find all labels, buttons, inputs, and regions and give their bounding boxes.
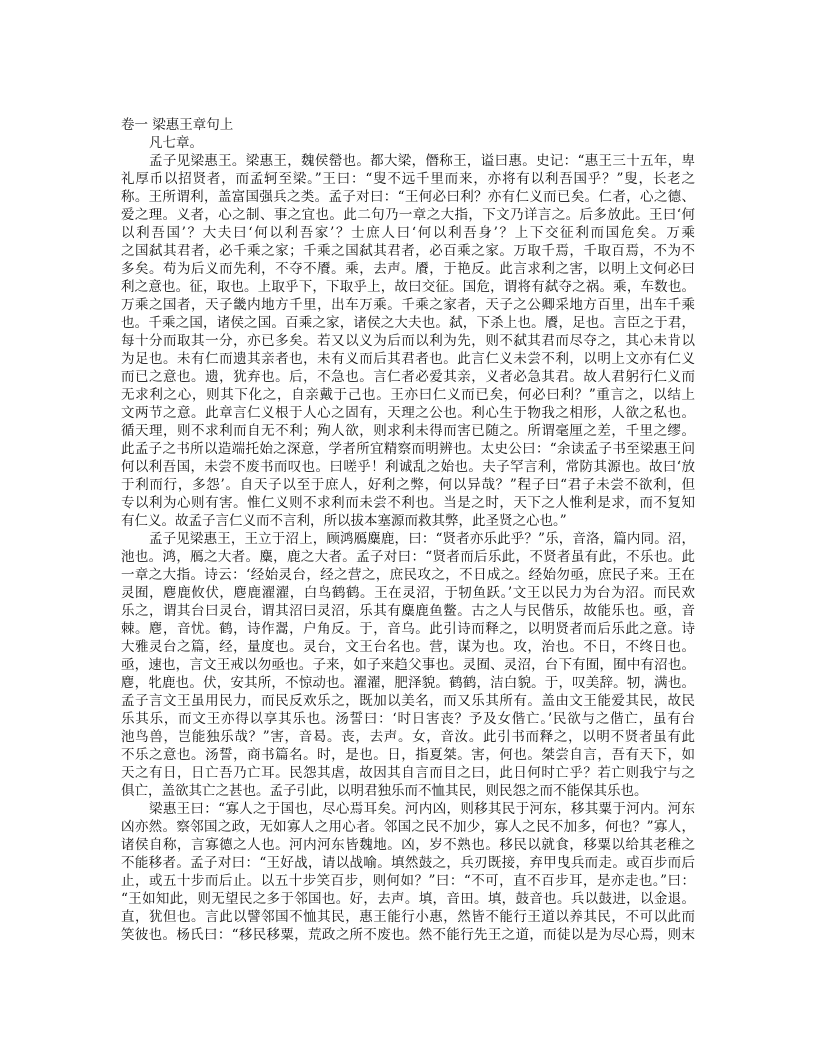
- text-line: 麀，牝鹿也。伏，安其所，不惊动也。濯濯，肥泽貌。鹤鹤，洁白貌。于，叹美辞。牣，满也。: [121, 675, 695, 691]
- text-line: 也。千乘之国，诸侯之国。百乘之家，诸侯之大夫也。弑，下杀上也。餍，足也。言臣之于君，: [121, 315, 695, 331]
- text-line: 万乘之国者，天子畿内地方千里，出车万乘。千乘之家者，天子之公卿采地方百里，出车千乘: [121, 297, 695, 313]
- text-line: 凡七章。: [149, 135, 203, 151]
- document-body: [121, 116, 695, 944]
- text-line: 天之有日，日亡吾乃亡耳。民怨其虐，故因其自言而目之曰，此日何时亡乎？若亡则我宁与之: [121, 765, 695, 781]
- text-line: 池也。鸿，鴈之大者。麋，鹿之大者。孟子对曰：“贤者而后乐此，不贤者虽有此，不乐也。此: [121, 549, 695, 565]
- text-line: 于利而行，多怨’。自天子以至于庶人，好利之弊，何以异哉？”程子曰“君子未尝不欲利，但: [121, 477, 695, 493]
- paragraph: [121, 800, 695, 944]
- text-line: “王如知此，则无望民之多于邻国也。好，去声。填，音田。填，鼓音也。兵以鼓进，以金退。: [121, 891, 695, 907]
- text-line: 循天理，则不求利而自无不利；殉人欲，则求利未得而害已随之。所谓毫厘之差，千里之缪。: [121, 423, 695, 439]
- text-line: 有仁义。故孟子言仁义而不言利，所以拔本塞源而救其弊，此圣贤之心也。”: [121, 513, 567, 529]
- text-line: 棘。麀，音忧。鹤，诗作翯，户角反。于，音乌。此引诗而释之，以明贤者而后乐此之意。诗: [121, 621, 695, 637]
- text-line: 孟子见梁惠王。梁惠王，魏侯罃也。都大梁，僭称王，谥曰惠。史记：“惠王三十五年，卑: [149, 153, 695, 169]
- text-line: 爱之理。义者，心之制、事之宜也。此二句乃一章之大指，下文乃详言之。后多放此。王曰‘何: [121, 207, 695, 223]
- text-line: 孟子言文王虽用民力，而民反欢乐之，既加以美名，而又乐其所有。盖由文王能爱其民，故民: [121, 693, 695, 709]
- text-line: 梁惠王曰：“寡人之于国也，尽心焉耳矣。河内凶，则移其民于河东，移其粟于河内。河东: [149, 801, 695, 817]
- text-line: 不能移者。孟子对曰：“王好战，请以战喻。填然鼓之，兵刃既接，弃甲曳兵而走。或百步而后: [121, 855, 695, 871]
- text-line: 乐其乐，而文王亦得以享其乐也。汤誓曰：‘时日害丧？予及女偕亡。’民欲与之偕亡，虽有台: [121, 711, 695, 727]
- text-line: 一章之大指。诗云：‘经始灵台，经之营之，庶民攻之，不日成之。经始勿亟，庶民子来。王在: [121, 567, 695, 583]
- text-line: 无求利之心，则其下化之，自亲戴于己也。王亦曰仁义而已矣，何必曰利？”重言之，以结上: [121, 387, 695, 403]
- text-line: 凶亦然。察邻国之政，无如寡人之用心者。邻国之民不加少，寡人之民不加多，何也？”寡人，: [121, 819, 695, 835]
- text-line: 直，犹但也。言此以譬邻国不恤其民，惠王能行小惠，然皆不能行王道以养其民，不可以此而: [121, 909, 695, 925]
- text-line: 俱亡，盖欲其亡之甚也。孟子引此，以明君独乐而不恤其民，则民怨之而不能保其乐也。: [121, 783, 648, 799]
- text-line: 止，或五十步而后止。以五十步笑百步，则何如？”曰：“不可，直不百步耳，是亦走也。”曰：: [121, 873, 695, 889]
- text-line: 每十分而取其一分，亦已多矣。若又以义为后而以利为先，则不弑其君而尽夺之，其心未肯以: [121, 333, 695, 349]
- text-line: 利之意也。征，取也。上取乎下，下取乎上，故曰交征。国危，谓将有弑夺之祸。乘，车数也。: [121, 279, 695, 295]
- paragraph: [121, 152, 695, 530]
- text-line: 不乐之意也。汤誓，商书篇名。时，是也。日，指夏桀。害，何也。桀尝自言，吾有天下，如: [121, 747, 695, 763]
- text-line: 亟，速也，言文王戒以勿亟也。子来，如子来趋父事也。灵囿、灵沼，台下有囿，囿中有沼也。: [121, 657, 695, 673]
- text-line: 诸侯自称，言寡德之人也。河内河东皆魏地。凶，岁不熟也。移民以就食，移粟以给其老稚之: [121, 837, 695, 853]
- text-line: 乐之，谓其台曰灵台，谓其沼曰灵沼，乐其有麋鹿鱼鳖。古之人与民偕乐，故能乐也。亟，音: [121, 603, 695, 619]
- paragraph: [121, 134, 695, 152]
- text-line: 多矣。苟为后义而先利，不夺不餍。乘，去声。餍，于艳反。此言求利之害，以明上文何必曰: [121, 261, 695, 277]
- text-line: 以利吾国’？大夫曰‘何以利吾家’？士庶人曰‘何以利吾身’？上下交征利而国危矣。万乘: [121, 225, 695, 241]
- text-line: 礼厚币以招贤者，而孟轲至梁。”王曰：“叟不远千里而来，亦将有以利吾国乎？”叟，长老之: [121, 171, 695, 187]
- text-line: 文两节之意。此章言仁义根于人心之固有，天理之公也。利心生于物我之相形，人欲之私也。: [121, 405, 695, 421]
- text-line: 为足也。未有仁而遗其亲者也，未有义而后其君者也。此言仁义未尝不利，以明上文亦有仁义: [121, 351, 695, 367]
- text-line: 大雅灵台之篇，经，量度也。灵台，文王台名也。营，谋为也。攻，治也。不日，不终日也。: [121, 639, 695, 655]
- text-line: 灵囿，麀鹿攸伏，麀鹿濯濯，白鸟鹤鹤。王在灵沼，于牣鱼跃。’文王以民力为台为沼。而民欢: [121, 585, 695, 601]
- text-line: 而已之意也。遗，犹弃也。后，不急也。言仁者必爱其亲，义者必急其君。故人君躬行仁义而: [121, 369, 695, 385]
- text-line: 称。王所谓利，盖富国强兵之类。孟子对曰：“王何必曰利？亦有仁义而已矣。仁者，心之德、: [121, 189, 695, 205]
- text-line: 此孟子之书所以造端托始之深意，学者所宜精察而明辨也。太史公曰：“余读孟子书至梁惠王问: [121, 441, 695, 457]
- text-line: 笑彼也。杨氏曰：“移民移粟，荒政之所不废也。然不能行先王之道，而徒以是为尽心焉，则末: [121, 927, 695, 943]
- text-line: 孟子见梁惠王，王立于沼上，顾鸿鴈麋鹿，曰：“贤者亦乐此乎？”乐，音洛，篇内同。沼，: [149, 531, 695, 547]
- chapter-title: 卷一 梁惠王章句上: [121, 117, 234, 133]
- text-line: 何以利吾国，未尝不废书而叹也。曰嗟乎！利诚乱之始也。夫子罕言利，常防其源也。故曰‘放: [121, 459, 695, 475]
- text-line: 池鸟兽，岂能独乐哉？”害，音曷。丧，去声。女，音汝。此引书而释之，以明不贤者虽有此: [121, 729, 695, 745]
- text-line: 专以利为心则有害。惟仁义则不求利而未尝不利也。当是之时，天下之人惟利是求，而不复知: [121, 495, 695, 511]
- paragraph: [121, 530, 695, 800]
- text-line: 之国弑其君者，必千乘之家；千乘之国弑其君者，必百乘之家。万取千焉，千取百焉，不为不: [121, 243, 695, 259]
